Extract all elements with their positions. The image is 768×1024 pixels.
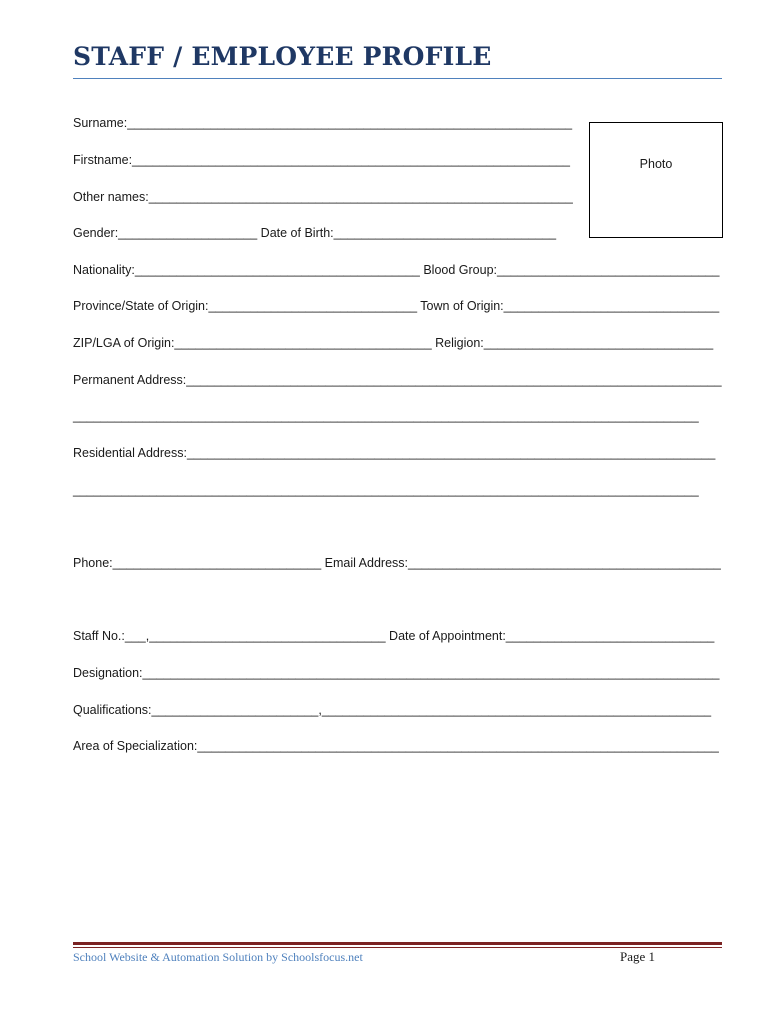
qualifications-field[interactable]: Qualifications:________________________,________________________________________________________ [73, 703, 712, 717]
residential-address-continuation[interactable]: __________________________________________________________________________________________ [73, 483, 699, 497]
specialization-field[interactable]: Area of Specialization:___________________________________________________________________________ [73, 739, 719, 753]
surname-field[interactable]: Surname:________________________________________________________________ [73, 116, 573, 130]
footer-rule-thin [73, 947, 722, 948]
footer-website-link[interactable]: School Website & Automation Solution by Schoolsfocus.net [73, 950, 363, 964]
staff-no-appointment-field[interactable]: Staff No.:___,__________________________________ Date of Appointment:______________________________ [73, 629, 715, 643]
zip-religion-field[interactable]: ZIP/LGA of Origin:_____________________________________ Religion:_________________________________ [73, 336, 714, 350]
residential-address-field[interactable]: Residential Address:____________________________________________________________________________ [73, 446, 716, 460]
page-number: Page 1 [619, 949, 655, 964]
page-title: STAFF / EMPLOYEE PROFILE [73, 42, 492, 71]
designation-field[interactable]: Designation:___________________________________________________________________________________ [73, 666, 720, 680]
nationality-blood-group-field[interactable]: Nationality:_________________________________________ Blood Group:________________________________ [73, 263, 720, 277]
photo-label: Photo [639, 157, 673, 171]
gender-dob-field[interactable]: Gender:____________________ Date of Birth:________________________________ [73, 226, 557, 240]
photo-placeholder [589, 122, 723, 238]
firstname-field[interactable]: Firstname:_______________________________________________________________ [73, 153, 571, 167]
permanent-address-continuation[interactable]: __________________________________________________________________________________________ [73, 409, 699, 423]
permanent-address-field[interactable]: Permanent Address:_____________________________________________________________________________ [73, 373, 722, 387]
other-names-field[interactable]: Other names:_____________________________________________________________ [73, 190, 573, 204]
title-underline [73, 78, 722, 79]
footer-rule-thick [73, 942, 722, 945]
province-town-origin-field[interactable]: Province/State of Origin:______________________________ Town of Origin:_______________________________ [73, 299, 720, 313]
phone-email-field[interactable]: Phone:______________________________ Email Address:_____________________________________________ [73, 556, 721, 570]
